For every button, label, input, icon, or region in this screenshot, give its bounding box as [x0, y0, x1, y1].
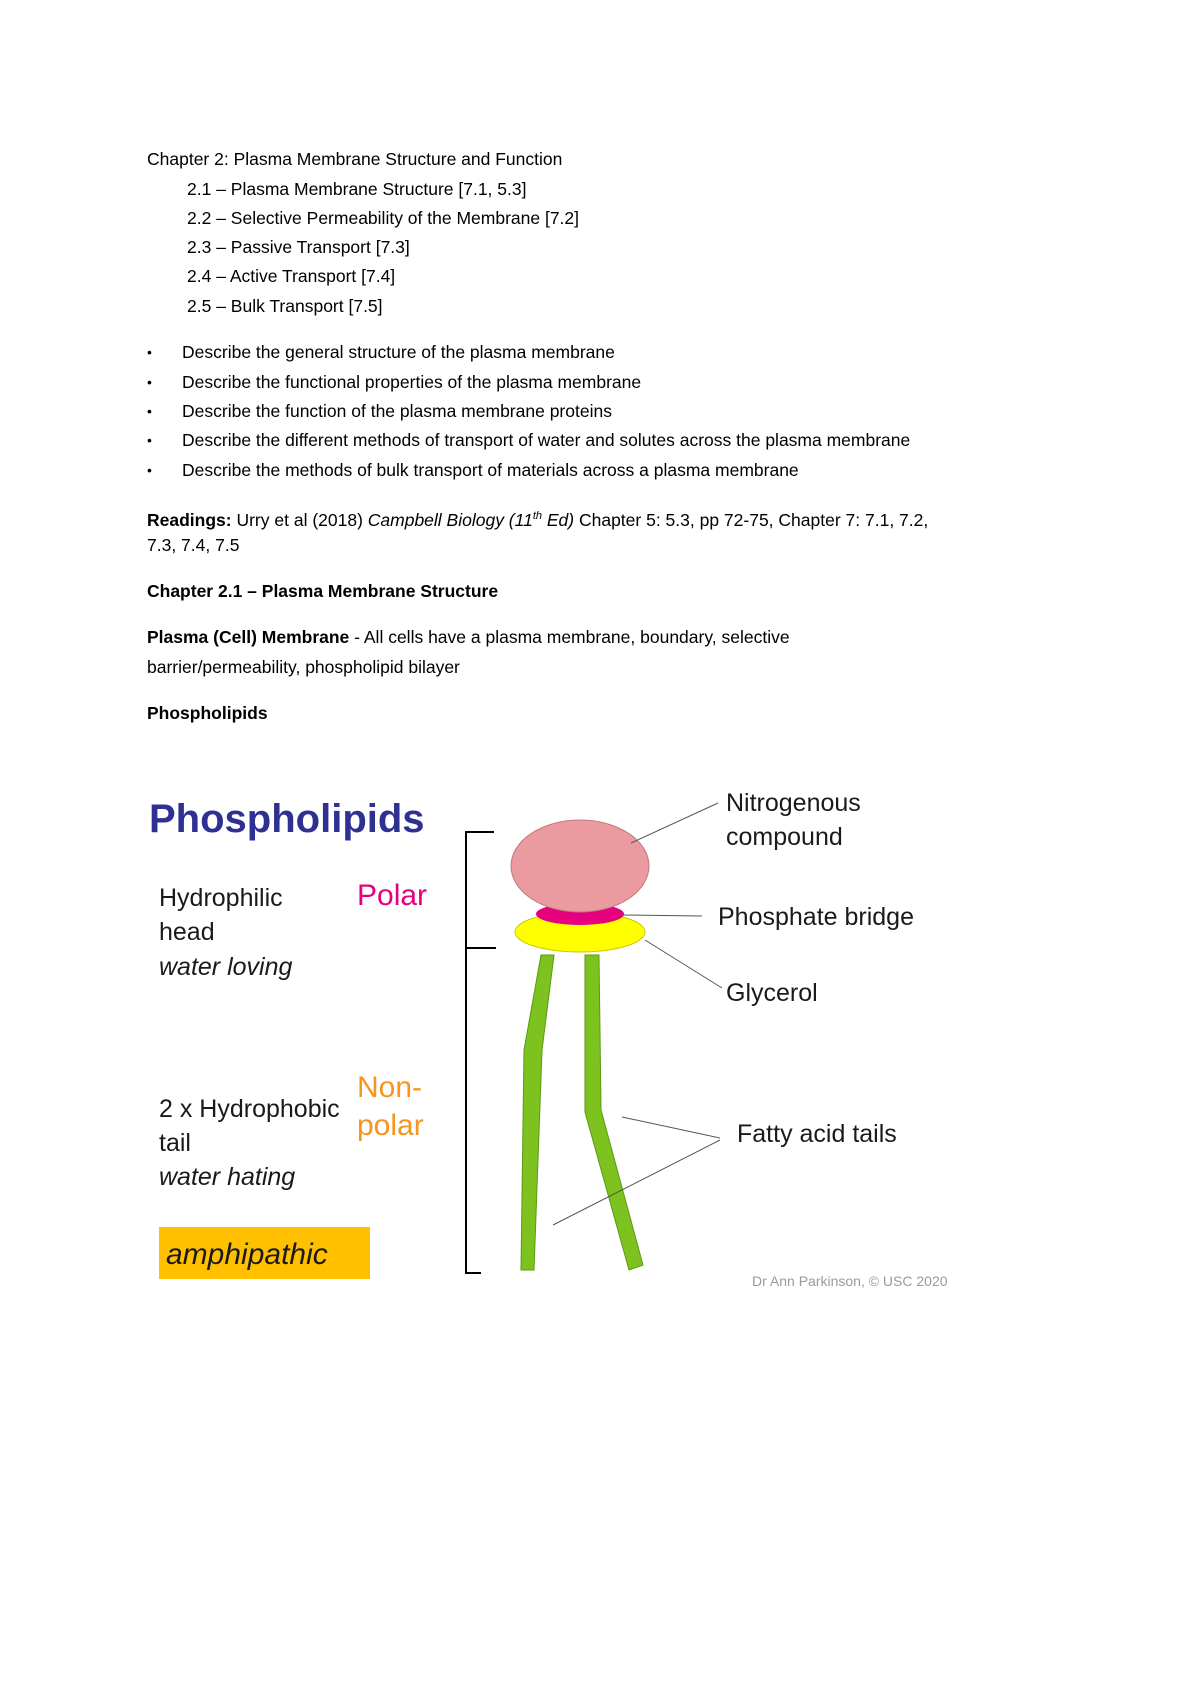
section-item: 2.4 – Active Transport [7.4] [187, 266, 396, 286]
amphipathic-label: amphipathic [166, 1238, 328, 1271]
section-item: 2.2 – Selective Permeability of the Membrane [7.2] [187, 208, 580, 228]
objective-item: Describe the different methods of transport of water and solutes across the plasma membrane [182, 430, 911, 450]
phospholipids-heading: Phospholipids [147, 703, 268, 723]
nitrogenous-label: Nitrogenous [726, 789, 861, 817]
bullet-icon: • [147, 462, 152, 478]
fatty-acid-tail [521, 955, 554, 1270]
nonpolar-label-line2: polar [357, 1109, 424, 1142]
nonpolar-label: Non- [357, 1071, 423, 1104]
objective-item: Describe the function of the plasma membrane proteins [182, 401, 612, 421]
bullet-icon: • [147, 403, 152, 419]
nitrogenous-head-shape [511, 820, 649, 912]
bullet-icon: • [147, 344, 152, 360]
bullet-icon: • [147, 432, 152, 448]
readings-edition: Ed) [542, 509, 575, 530]
objective-item: Describe the methods of bulk transport of materials across a plasma membrane [182, 460, 799, 480]
head-label: head [159, 918, 215, 946]
readings-detail-line2: 7.3, 7.4, 7.5 [147, 535, 240, 555]
polar-label: Polar [357, 879, 428, 912]
membrane-definition-text: - All cells have a plasma membrane, boundary, selective [349, 627, 790, 647]
readings-sup: th [532, 510, 542, 522]
objective-item: Describe the functional properties of the plasma membrane [182, 372, 642, 392]
hydrophilic-label: Hydrophilic [159, 884, 283, 912]
readings-book: Campbell Biology (11 [367, 509, 533, 530]
figure-title: Phospholipids [149, 797, 425, 841]
water-loving-label: water loving [159, 953, 293, 981]
membrane-term: Plasma (Cell) Membrane [147, 627, 350, 647]
objective-item: Describe the general structure of the plasma membrane [182, 342, 615, 362]
glycerol-label: Glycerol [726, 979, 818, 1007]
section-item: 2.1 – Plasma Membrane Structure [7.1, 5.3] [187, 179, 527, 199]
water-hating-label: water hating [159, 1163, 296, 1191]
bracket [466, 832, 494, 1273]
membrane-definition-line2: barrier/permeability, phospholipid bilayer [147, 657, 460, 677]
chapter-title: Chapter 2: Plasma Membrane Structure and Function [147, 149, 563, 169]
fatty-acid-tail [585, 955, 643, 1270]
hydrophobic-label: 2 x Hydrophobic [159, 1095, 340, 1123]
section-heading: Chapter 2.1 – Plasma Membrane Structure [147, 581, 499, 601]
pointer-line [622, 915, 702, 916]
readings-detail: Chapter 5: 5.3, pp 72-75, Chapter 7: 7.1, 7.2, [574, 509, 929, 530]
bullet-icon: • [147, 374, 152, 390]
pointer-line [553, 1140, 720, 1225]
compound-label: compound [726, 823, 843, 851]
figure-credit: Dr Ann Parkinson, © USC 2020 [752, 1273, 948, 1289]
readings-authors: Urry et al (2018) [231, 509, 368, 530]
tail-label: tail [159, 1129, 191, 1157]
section-item: 2.5 – Bulk Transport [7.5] [187, 296, 383, 316]
phosphate-label: Phosphate bridge [718, 903, 914, 931]
pointer-line [622, 1117, 720, 1138]
section-item: 2.3 – Passive Transport [7.3] [187, 237, 410, 257]
readings-label: Readings: [147, 509, 232, 530]
fatty-acid-label: Fatty acid tails [737, 1120, 897, 1148]
pointer-line [645, 940, 722, 988]
pointer-line [631, 803, 718, 843]
